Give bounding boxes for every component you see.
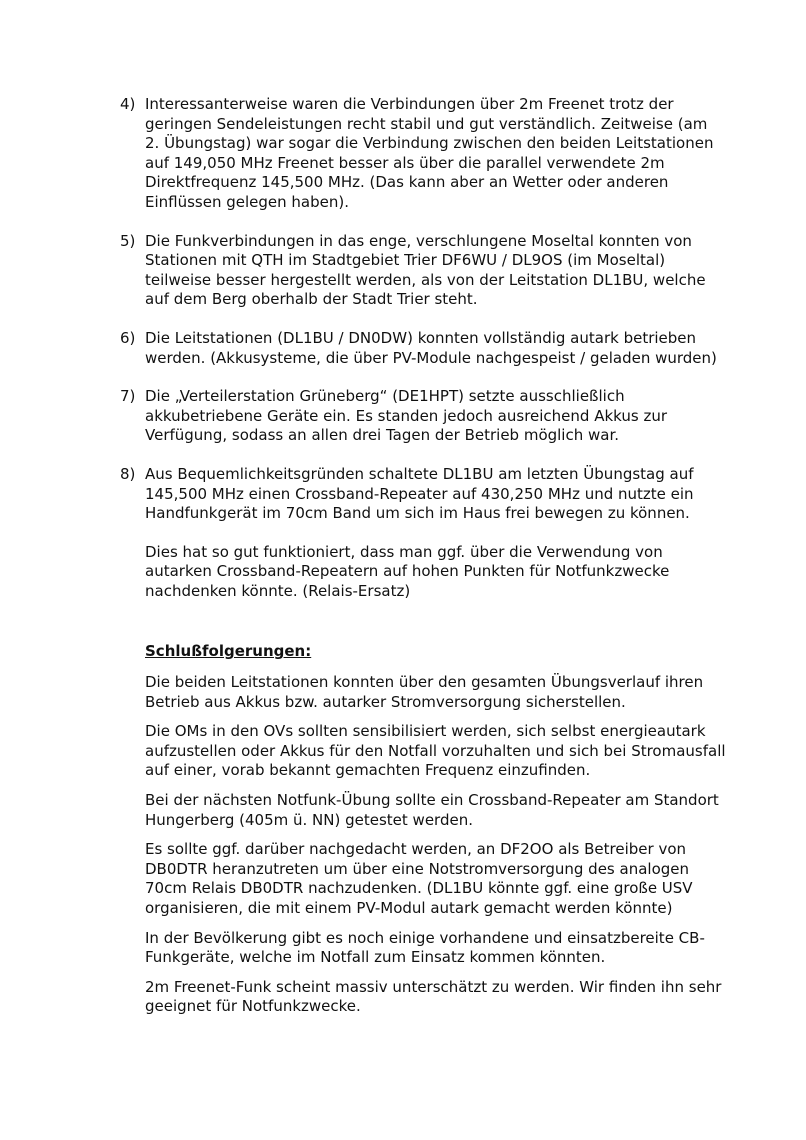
item-number: 5) (120, 231, 136, 250)
conclusion-paragraph: Bei der nächsten Notfunk-Übung sollte ein Crossband-Repeater am Standort Hungerberg (405m ü. NN) getestet werden. (145, 791, 719, 829)
item-paragraph: Dies hat so gut funktioniert, dass man ggf. über die Verwendung von autarken Crossband-Repeatern auf hohen Punkten für Notfunkzwecke nachdenken könnte. (Relais-Ersatz) (145, 542, 670, 600)
item-paragraph: Die Leitstationen (DL1BU / DN0DW) konnten vollständig autark betrieben werden. (Akkusysteme, die über PV-Module nachgespeist / geladen wurden) (145, 328, 717, 367)
item-number: 6) (120, 328, 136, 347)
item-paragraph: Aus Bequemlichkeitsgründen schaltete DL1BU am letzten Übungstag auf 145,500 MHz einen Crossband-Repeater auf 430,250 MHz und nutzte ein Handfunkgerät im 70cm Band um sich im Haus frei bewegen zu können. (145, 464, 694, 523)
conclusion-paragraph: 2m Freenet-Funk scheint massiv unterschätzt zu werden. Wir finden ihn sehr geeignet für Notfunkzwecke. (145, 977, 722, 1016)
conclusion-paragraph: Es sollte ggf. darüber nachgedacht werden, an DF2OO als Betreiber von DB0DTR heranzutreten um über eine Notstromversorgung des analogen 70cm Relais DB0DTR nachzudenken. (DL1BU könnte ggf. eine große USV organisieren, die mit einem PV-Modul autark gemacht werden könnte) (145, 840, 693, 917)
item-number: 8) (120, 464, 136, 483)
conclusion-paragraph: Die OMs in den OVs sollten sensibilisiert werden, sich selbst energieautark aufzustellen oder Akkus für den Notfall vorzuhalten und sich bei Stromausfall auf einer, vorab bekannt gemachten Frequenz einzufinden. (145, 722, 726, 780)
item-number: 4) (120, 95, 136, 113)
item-paragraph: Die Funkverbindungen in das enge, verschlungene Moseltal konnten von Stationen mit QTH im Stadtgebiet Trier DF6WU / DL9OS (im Moseltal) teilweise besser hergestellt werden, als von der Leitstation DL1BU, welche auf dem Berg oberhalb der Stadt Trier steht. (145, 231, 706, 309)
conclusions-section (120, 642, 726, 1017)
conclusion-paragraph: In der Bevölkerung gibt es noch einige vorhandene und einsatzbereite CB-Funkgeräte, welche im Notfall zum Einsatz kommen könnten. (145, 928, 705, 967)
list-item-6 (120, 329, 726, 368)
list-item-4 (120, 95, 726, 213)
item-number: 7) (120, 387, 136, 406)
item-paragraph: Die „Verteilerstation Grüneberg“ (DE1HPT) setzte ausschließlich akkubetriebene Geräte ein. Es standen jedoch ausreichend Akkus zur Verfügung, sodass an allen drei Tagen der Betrieb möglich war. (145, 387, 668, 445)
list-item-8 (120, 465, 726, 602)
item-paragraph: Interessanterweise waren die Verbindungen über 2m Freenet trotz der geringen Sendeleistungen recht stabil und gut verständlich. Zeitweise (am 2. Übungstag) war sogar die Verbindung zwischen den beiden Leitstationen auf 149,050 MHz Freenet besser als über die parallel verwendete 2m Direktfrequenz 145,500 MHz. (Das kann aber an Wetter oder anderen Einflüssen gelegen haben). (145, 95, 714, 211)
list-item-5 (120, 232, 726, 310)
list-item-7 (120, 387, 726, 446)
conclusions-heading: Schlußfolgerungen: (145, 642, 312, 661)
conclusion-paragraph: Die beiden Leitstationen konnten über den gesamten Übungsverlauf ihren Betrieb aus Akkus bzw. autarker Stromversorgung sicherstellen. (145, 673, 704, 711)
